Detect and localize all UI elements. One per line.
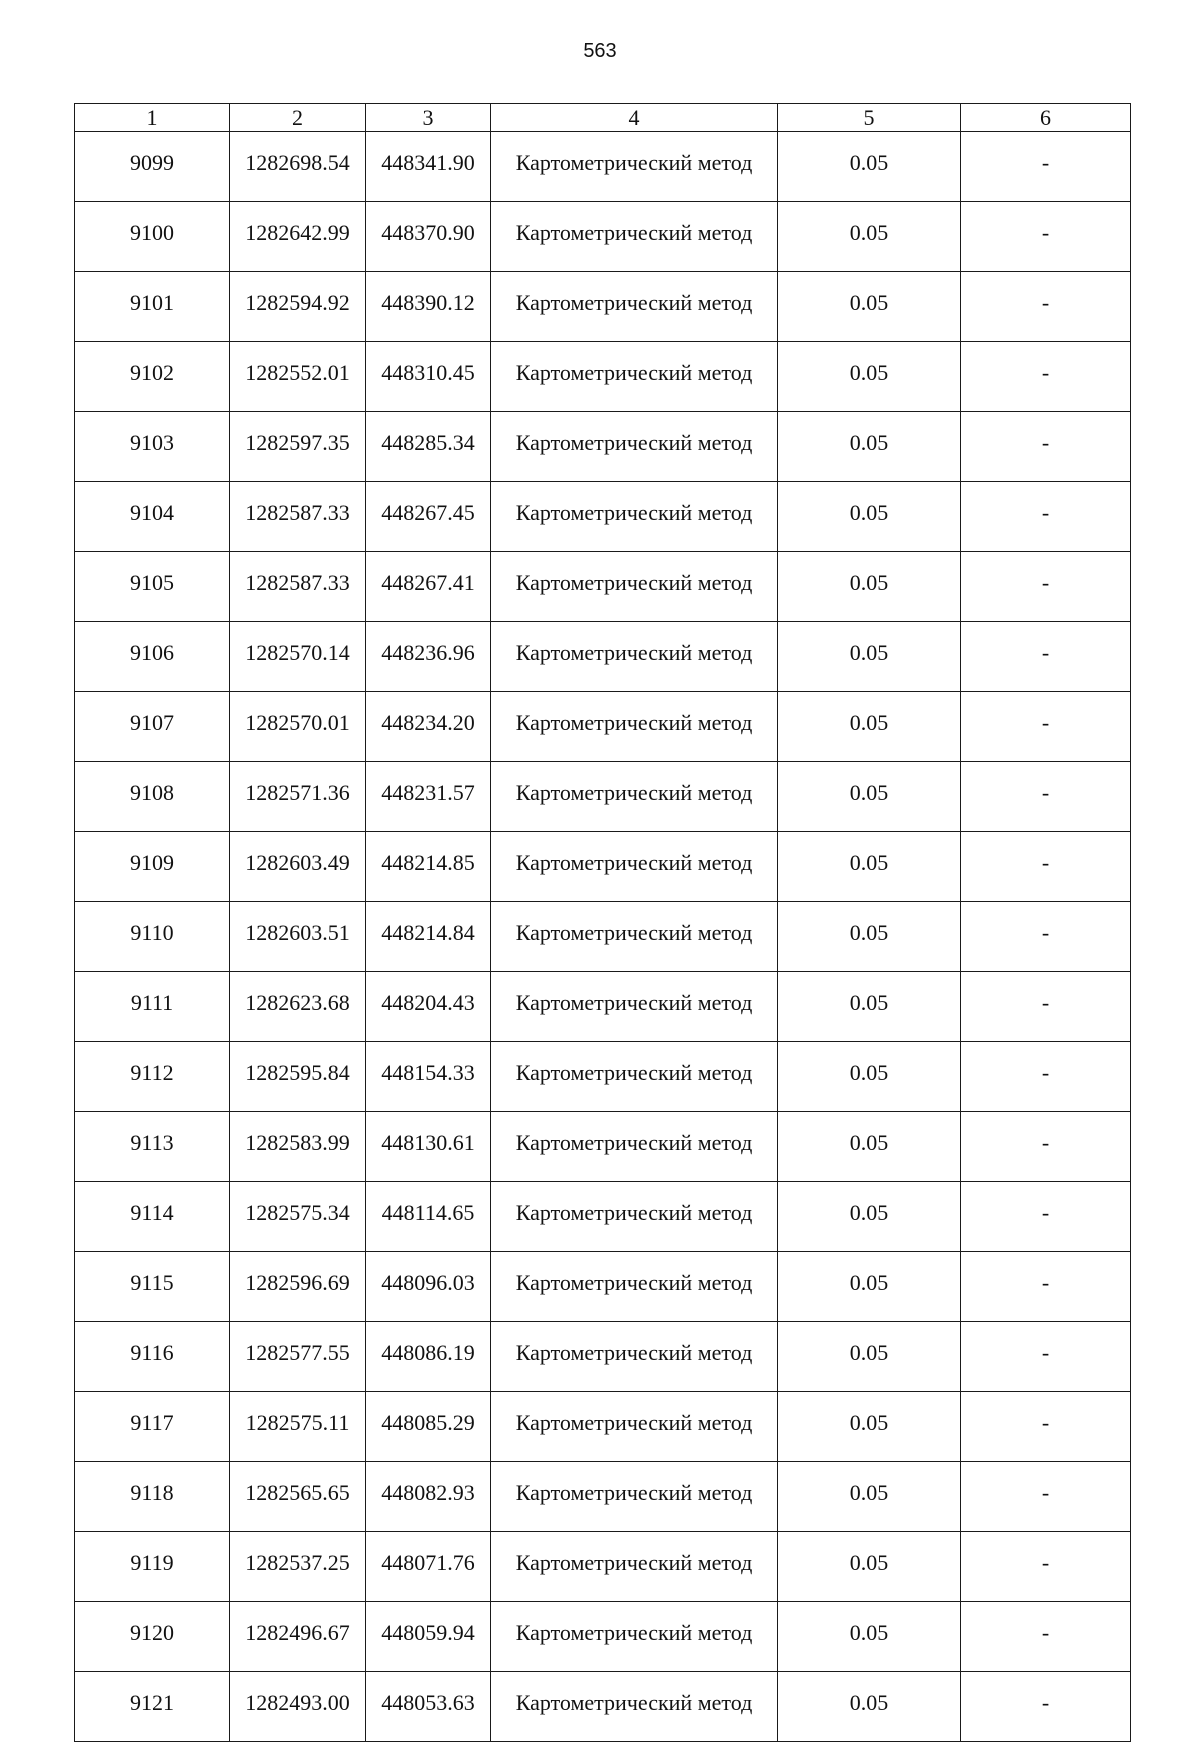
accuracy-cell: 0.05 bbox=[778, 1252, 961, 1322]
y-coordinate-cell: 448086.19 bbox=[366, 1322, 491, 1392]
accuracy-cell: 0.05 bbox=[778, 832, 961, 902]
accuracy-cell: 0.05 bbox=[778, 1042, 961, 1112]
x-coordinate-cell: 1282594.92 bbox=[230, 272, 366, 342]
accuracy-cell: 0.05 bbox=[778, 1392, 961, 1462]
point-number-cell: 9109 bbox=[75, 832, 230, 902]
accuracy-cell: 0.05 bbox=[778, 1322, 961, 1392]
x-coordinate-cell: 1282571.36 bbox=[230, 762, 366, 832]
note-cell: - bbox=[961, 622, 1131, 692]
point-number-cell: 9118 bbox=[75, 1462, 230, 1532]
y-coordinate-cell: 448096.03 bbox=[366, 1252, 491, 1322]
accuracy-cell: 0.05 bbox=[778, 692, 961, 762]
x-coordinate-cell: 1282603.51 bbox=[230, 902, 366, 972]
y-coordinate-cell: 448085.29 bbox=[366, 1392, 491, 1462]
y-coordinate-cell: 448214.85 bbox=[366, 832, 491, 902]
table-row bbox=[75, 1252, 1131, 1322]
table-row bbox=[75, 1532, 1131, 1602]
accuracy-cell: 0.05 bbox=[778, 482, 961, 552]
point-number-cell: 9116 bbox=[75, 1322, 230, 1392]
point-number-cell: 9107 bbox=[75, 692, 230, 762]
note-cell: - bbox=[961, 1322, 1131, 1392]
table-row bbox=[75, 1322, 1131, 1392]
column-header-2: 2 bbox=[230, 104, 366, 132]
table-row bbox=[75, 1182, 1131, 1252]
column-header-1: 1 bbox=[75, 104, 230, 132]
table-row bbox=[75, 1042, 1131, 1112]
method-cell: Картометрический метод bbox=[491, 1182, 778, 1252]
method-cell: Картометрический метод bbox=[491, 1112, 778, 1182]
note-cell: - bbox=[961, 902, 1131, 972]
y-coordinate-cell: 448267.45 bbox=[366, 482, 491, 552]
note-cell: - bbox=[961, 1112, 1131, 1182]
table-row bbox=[75, 202, 1131, 272]
point-number-cell: 9100 bbox=[75, 202, 230, 272]
y-coordinate-cell: 448285.34 bbox=[366, 412, 491, 482]
method-cell: Картометрический метод bbox=[491, 1532, 778, 1602]
note-cell: - bbox=[961, 482, 1131, 552]
point-number-cell: 9108 bbox=[75, 762, 230, 832]
accuracy-cell: 0.05 bbox=[778, 272, 961, 342]
point-number-cell: 9115 bbox=[75, 1252, 230, 1322]
note-cell: - bbox=[961, 1602, 1131, 1672]
note-cell: - bbox=[961, 1182, 1131, 1252]
accuracy-cell: 0.05 bbox=[778, 342, 961, 412]
x-coordinate-cell: 1282496.67 bbox=[230, 1602, 366, 1672]
accuracy-cell: 0.05 bbox=[778, 552, 961, 622]
note-cell: - bbox=[961, 552, 1131, 622]
method-cell: Картометрический метод bbox=[491, 1322, 778, 1392]
point-number-cell: 9104 bbox=[75, 482, 230, 552]
table-row bbox=[75, 1392, 1131, 1462]
y-coordinate-cell: 448053.63 bbox=[366, 1672, 491, 1742]
y-coordinate-cell: 448370.90 bbox=[366, 202, 491, 272]
method-cell: Картометрический метод bbox=[491, 202, 778, 272]
table-row bbox=[75, 342, 1131, 412]
x-coordinate-cell: 1282698.54 bbox=[230, 132, 366, 202]
table-row bbox=[75, 1462, 1131, 1532]
point-number-cell: 9113 bbox=[75, 1112, 230, 1182]
x-coordinate-cell: 1282575.11 bbox=[230, 1392, 366, 1462]
accuracy-cell: 0.05 bbox=[778, 1182, 961, 1252]
method-cell: Картометрический метод bbox=[491, 342, 778, 412]
y-coordinate-cell: 448341.90 bbox=[366, 132, 491, 202]
y-coordinate-cell: 448130.61 bbox=[366, 1112, 491, 1182]
point-number-cell: 9112 bbox=[75, 1042, 230, 1112]
method-cell: Картометрический метод bbox=[491, 132, 778, 202]
point-number-cell: 9111 bbox=[75, 972, 230, 1042]
table-row bbox=[75, 552, 1131, 622]
x-coordinate-cell: 1282570.01 bbox=[230, 692, 366, 762]
x-coordinate-cell: 1282595.84 bbox=[230, 1042, 366, 1112]
accuracy-cell: 0.05 bbox=[778, 412, 961, 482]
point-number-cell: 9117 bbox=[75, 1392, 230, 1462]
x-coordinate-cell: 1282570.14 bbox=[230, 622, 366, 692]
table-row bbox=[75, 902, 1131, 972]
x-coordinate-cell: 1282596.69 bbox=[230, 1252, 366, 1322]
table-row bbox=[75, 132, 1131, 202]
y-coordinate-cell: 448214.84 bbox=[366, 902, 491, 972]
note-cell: - bbox=[961, 692, 1131, 762]
method-cell: Картометрический метод bbox=[491, 1252, 778, 1322]
accuracy-cell: 0.05 bbox=[778, 972, 961, 1042]
table-row bbox=[75, 832, 1131, 902]
accuracy-cell: 0.05 bbox=[778, 1462, 961, 1532]
method-cell: Картометрический метод bbox=[491, 1602, 778, 1672]
table-row bbox=[75, 622, 1131, 692]
point-number-cell: 9121 bbox=[75, 1672, 230, 1742]
column-header-4: 4 bbox=[491, 104, 778, 132]
y-coordinate-cell: 448231.57 bbox=[366, 762, 491, 832]
note-cell: - bbox=[961, 342, 1131, 412]
table-row bbox=[75, 972, 1131, 1042]
column-header-6: 6 bbox=[961, 104, 1131, 132]
y-coordinate-cell: 448204.43 bbox=[366, 972, 491, 1042]
page-number: 563 bbox=[583, 40, 617, 62]
accuracy-cell: 0.05 bbox=[778, 1602, 961, 1672]
x-coordinate-cell: 1282565.65 bbox=[230, 1462, 366, 1532]
y-coordinate-cell: 448267.41 bbox=[366, 552, 491, 622]
note-cell: - bbox=[961, 1042, 1131, 1112]
accuracy-cell: 0.05 bbox=[778, 132, 961, 202]
x-coordinate-cell: 1282623.68 bbox=[230, 972, 366, 1042]
accuracy-cell: 0.05 bbox=[778, 902, 961, 972]
table-row bbox=[75, 1112, 1131, 1182]
method-cell: Картометрический метод bbox=[491, 902, 778, 972]
column-header-5: 5 bbox=[778, 104, 961, 132]
point-number-cell: 9101 bbox=[75, 272, 230, 342]
note-cell: - bbox=[961, 972, 1131, 1042]
method-cell: Картометрический метод bbox=[491, 762, 778, 832]
point-number-cell: 9106 bbox=[75, 622, 230, 692]
point-number-cell: 9119 bbox=[75, 1532, 230, 1602]
note-cell: - bbox=[961, 202, 1131, 272]
table-row bbox=[75, 272, 1131, 342]
x-coordinate-cell: 1282583.99 bbox=[230, 1112, 366, 1182]
method-cell: Картометрический метод bbox=[491, 972, 778, 1042]
y-coordinate-cell: 448071.76 bbox=[366, 1532, 491, 1602]
x-coordinate-cell: 1282642.99 bbox=[230, 202, 366, 272]
note-cell: - bbox=[961, 1532, 1131, 1602]
table-row bbox=[75, 482, 1131, 552]
column-header-3: 3 bbox=[366, 104, 491, 132]
method-cell: Картометрический метод bbox=[491, 412, 778, 482]
note-cell: - bbox=[961, 1462, 1131, 1532]
y-coordinate-cell: 448236.96 bbox=[366, 622, 491, 692]
method-cell: Картометрический метод bbox=[491, 692, 778, 762]
table-row bbox=[75, 762, 1131, 832]
accuracy-cell: 0.05 bbox=[778, 1112, 961, 1182]
point-number-cell: 9110 bbox=[75, 902, 230, 972]
point-number-cell: 9120 bbox=[75, 1602, 230, 1672]
table-row bbox=[75, 1672, 1131, 1742]
note-cell: - bbox=[961, 1252, 1131, 1322]
y-coordinate-cell: 448234.20 bbox=[366, 692, 491, 762]
y-coordinate-cell: 448082.93 bbox=[366, 1462, 491, 1532]
method-cell: Картометрический метод bbox=[491, 622, 778, 692]
table-body bbox=[75, 132, 1131, 1742]
y-coordinate-cell: 448310.45 bbox=[366, 342, 491, 412]
coordinates-table bbox=[74, 103, 1131, 1742]
method-cell: Картометрический метод bbox=[491, 1042, 778, 1112]
method-cell: Картометрический метод bbox=[491, 272, 778, 342]
x-coordinate-cell: 1282575.34 bbox=[230, 1182, 366, 1252]
x-coordinate-cell: 1282493.00 bbox=[230, 1672, 366, 1742]
y-coordinate-cell: 448390.12 bbox=[366, 272, 491, 342]
point-number-cell: 9103 bbox=[75, 412, 230, 482]
accuracy-cell: 0.05 bbox=[778, 202, 961, 272]
method-cell: Картометрический метод bbox=[491, 552, 778, 622]
x-coordinate-cell: 1282587.33 bbox=[230, 552, 366, 622]
method-cell: Картометрический метод bbox=[491, 1392, 778, 1462]
method-cell: Картометрический метод bbox=[491, 482, 778, 552]
note-cell: - bbox=[961, 132, 1131, 202]
point-number-cell: 9099 bbox=[75, 132, 230, 202]
note-cell: - bbox=[961, 1672, 1131, 1742]
method-cell: Картометрический метод bbox=[491, 1462, 778, 1532]
x-coordinate-cell: 1282552.01 bbox=[230, 342, 366, 412]
accuracy-cell: 0.05 bbox=[778, 762, 961, 832]
y-coordinate-cell: 448114.65 bbox=[366, 1182, 491, 1252]
point-number-cell: 9105 bbox=[75, 552, 230, 622]
note-cell: - bbox=[961, 272, 1131, 342]
x-coordinate-cell: 1282587.33 bbox=[230, 482, 366, 552]
y-coordinate-cell: 448154.33 bbox=[366, 1042, 491, 1112]
point-number-cell: 9114 bbox=[75, 1182, 230, 1252]
x-coordinate-cell: 1282537.25 bbox=[230, 1532, 366, 1602]
table-row bbox=[75, 1602, 1131, 1672]
method-cell: Картометрический метод bbox=[491, 1672, 778, 1742]
note-cell: - bbox=[961, 762, 1131, 832]
accuracy-cell: 0.05 bbox=[778, 1532, 961, 1602]
table-row bbox=[75, 412, 1131, 482]
x-coordinate-cell: 1282597.35 bbox=[230, 412, 366, 482]
table-row bbox=[75, 692, 1131, 762]
note-cell: - bbox=[961, 1392, 1131, 1462]
accuracy-cell: 0.05 bbox=[778, 1672, 961, 1742]
table-header-row bbox=[75, 104, 1131, 132]
accuracy-cell: 0.05 bbox=[778, 622, 961, 692]
note-cell: - bbox=[961, 832, 1131, 902]
x-coordinate-cell: 1282603.49 bbox=[230, 832, 366, 902]
y-coordinate-cell: 448059.94 bbox=[366, 1602, 491, 1672]
point-number-cell: 9102 bbox=[75, 342, 230, 412]
note-cell: - bbox=[961, 412, 1131, 482]
method-cell: Картометрический метод bbox=[491, 832, 778, 902]
x-coordinate-cell: 1282577.55 bbox=[230, 1322, 366, 1392]
